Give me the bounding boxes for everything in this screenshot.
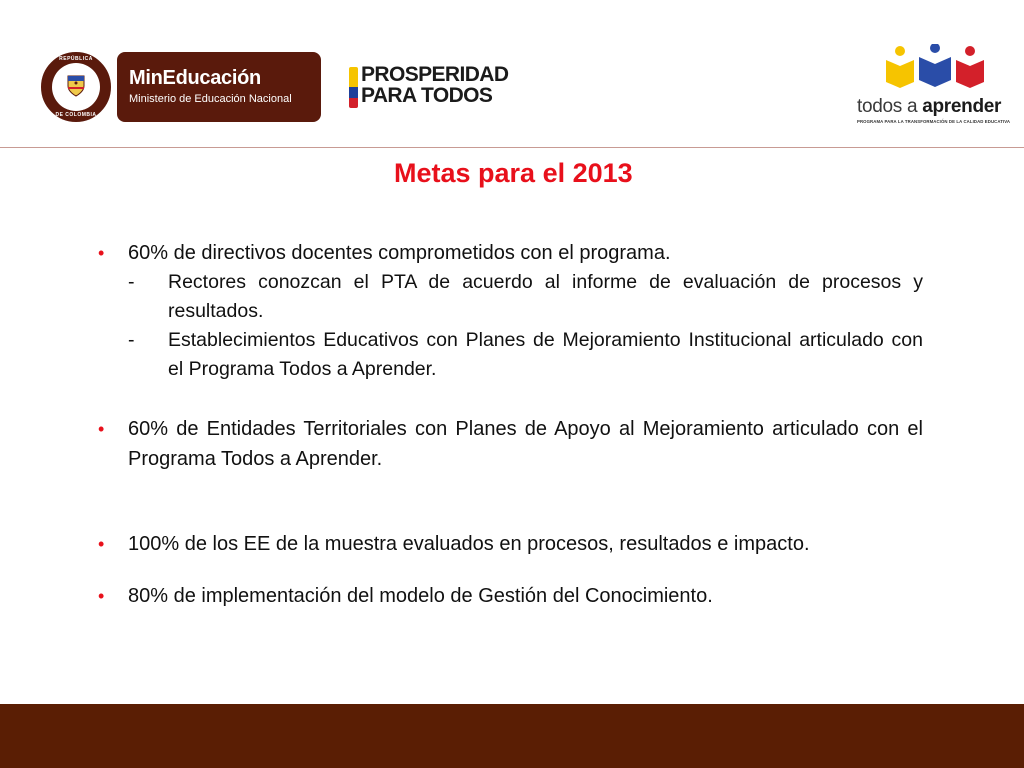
bullet-icon: •	[98, 419, 105, 439]
bullet-icon: •	[98, 586, 105, 606]
sub-item-text: Rectores conozcan el PTA de acuerdo al informe de evaluación de procesos y resultados.	[168, 271, 923, 322]
dash-marker: -	[128, 329, 135, 351]
colombia-seal-logo	[41, 52, 111, 122]
seal-inner	[52, 63, 100, 111]
sub-item-text: Establecimientos Educativos con Planes de Mejoramiento Institucional articulado con el Programa Todos a Aprender.	[168, 329, 923, 380]
bullet-item	[98, 238, 923, 268]
bullet-item	[98, 414, 923, 474]
taa-title-bold: aprender	[922, 96, 1002, 117]
bullet-text: 100% de los EE de la muestra evaluados en procesos, resultados e impacto.	[128, 533, 810, 555]
taa-title-light: todos a	[857, 96, 923, 117]
todos-a-aprender-title	[857, 96, 1001, 118]
footer-bar	[0, 704, 1024, 768]
header-divider	[0, 147, 1024, 148]
bullet-text: 60% de directivos docentes comprometidos con el programa.	[128, 242, 671, 264]
dash-marker: -	[128, 271, 135, 293]
prosperidad-logo	[361, 64, 508, 106]
prosperidad-line1: PROSPERIDAD	[361, 63, 509, 86]
bullet-item	[98, 529, 923, 559]
mineducacion-logo	[117, 52, 321, 122]
bullet-text: 80% de implementación del modelo de Gestión del Conocimiento.	[128, 585, 713, 607]
bullet-icon: •	[98, 243, 105, 263]
bullet-item	[98, 581, 923, 611]
mineducacion-title: MinEducación	[129, 67, 261, 89]
seal-text-bottom: DE COLOMBIA	[55, 112, 97, 118]
sub-item	[128, 326, 923, 384]
seal-text-top: REPÚBLICA	[59, 56, 93, 62]
bullet-icon: •	[98, 534, 105, 554]
todos-a-aprender-blocks-icon	[882, 44, 988, 88]
mineducacion-subtitle: Ministerio de Educación Nacional	[129, 93, 292, 105]
prosperidad-flag-icon	[349, 67, 358, 108]
todos-a-aprender-caption: PROGRAMA PARA LA TRANSFORMACIÓN DE LA CALIDAD EDUCATIVA	[857, 119, 1011, 124]
slide-content	[98, 238, 923, 611]
prosperidad-line2: PARA TODOS	[361, 84, 493, 107]
bullet-text: 60% de Entidades Territoriales con Planes de Apoyo al Mejoramiento articulado con el Programa Todos a Aprender.	[128, 418, 923, 470]
slide-title: Metas para el 2013	[394, 158, 633, 188]
colombia-coat-of-arms-icon	[66, 74, 86, 98]
sub-item	[128, 268, 923, 326]
